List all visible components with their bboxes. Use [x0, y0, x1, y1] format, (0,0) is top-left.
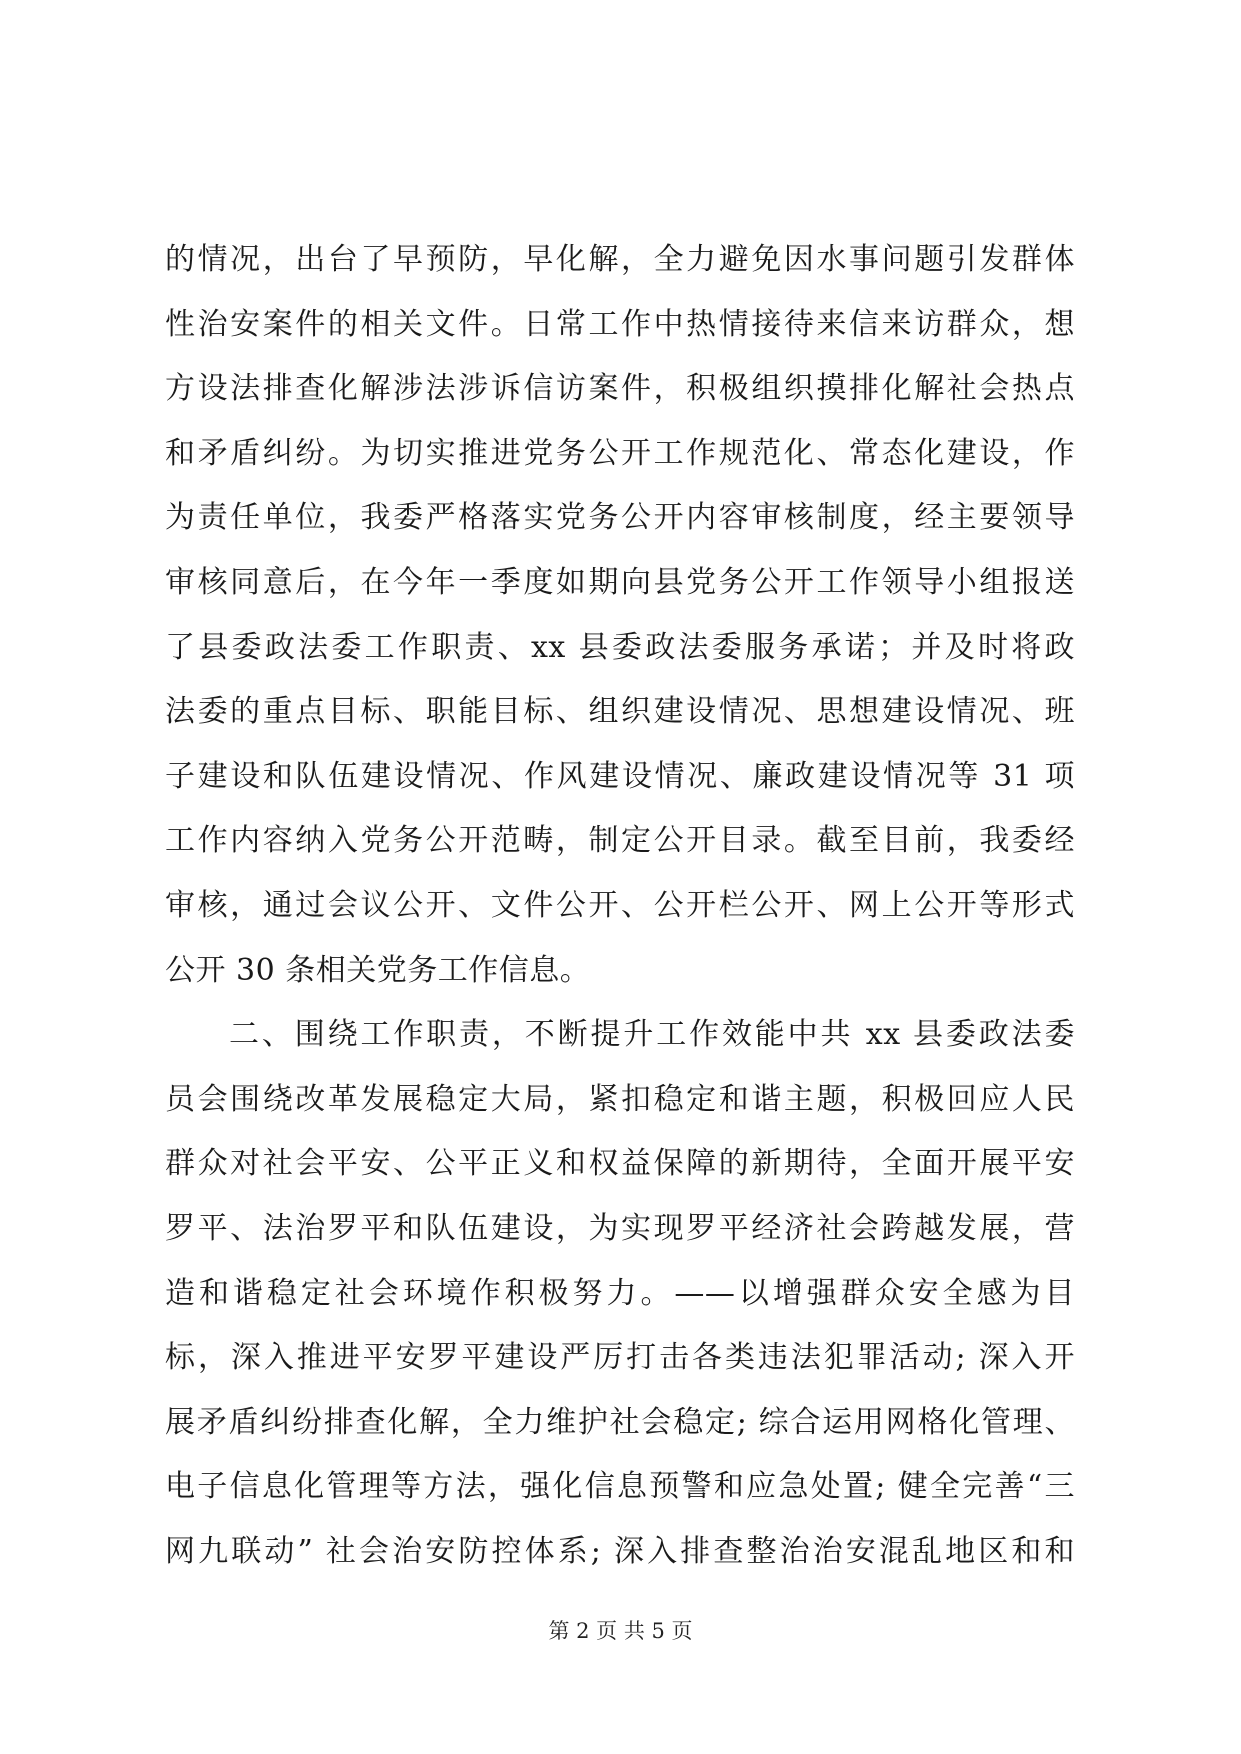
text-line: 性治安案件的相关文件。日常工作中热情接待来信来访群众，想: [165, 306, 1075, 342]
text-line: 电子信息化管理等方法，强化信息预警和应急处置; 健全完善“三: [165, 1469, 1075, 1505]
text-line: 二、围绕工作职责，不断提升工作效能中共 xx 县委政法委: [229, 1017, 1075, 1053]
text-line: 标，深入推进平安罗平建设严厉打击各类违法犯罪活动; 深入开: [165, 1340, 1075, 1376]
text-line: 网九联动” 社会治安防控体系; 深入排查整治治安混乱地区和和: [165, 1533, 1075, 1569]
text-line: 员会围绕改革发展稳定大局，紧扣稳定和谐主题，积极回应人民: [165, 1081, 1075, 1117]
text-line: 审核，通过会议公开、文件公开、公开栏公开、网上公开等形式: [165, 887, 1075, 923]
text-line: 造和谐稳定社会环境作积极努力。——以增强群众安全感为目: [165, 1275, 1075, 1311]
text-line: 审核同意后，在今年一季度如期向县党务公开工作领导小组报送: [165, 564, 1075, 600]
text-line: 工作内容纳入党务公开范畴，制定公开目录。截至目前，我委经: [165, 823, 1075, 859]
paragraph-1: [165, 228, 1075, 1003]
paragraph-2: [165, 1003, 1075, 1584]
text-line: 为责任单位，我委严格落实党务公开内容审核制度，经主要领导: [165, 500, 1075, 536]
page-number-footer: 第 2 页 共 5 页: [548, 1619, 693, 1643]
text-line: 罗平、法治罗平和队伍建设，为实现罗平经济社会跨越发展，营: [165, 1210, 1075, 1246]
text-line: 群众对社会平安、公平正义和权益保障的新期待，全面开展平安: [165, 1146, 1075, 1182]
text-line: 子建设和队伍建设情况、作风建设情况、廉政建设情况等 31 项: [165, 758, 1075, 794]
text-line: 公开 30 条相关党务工作信息。: [165, 952, 591, 988]
text-line: 的情况，出台了早预防，早化解，全力避免因水事问题引发群体: [165, 242, 1075, 277]
body-text: [165, 228, 1075, 1584]
text-line: 法委的重点目标、职能目标、组织建设情况、思想建设情况、班: [165, 694, 1075, 730]
text-line: 和矛盾纠纷。为切实推进党务公开工作规范化、常态化建设，作: [165, 435, 1075, 471]
text-line: 了县委政法委工作职责、xx 县委政法委服务承诺；并及时将政: [165, 629, 1075, 665]
text-line: 方设法排查化解涉法涉诉信访案件，积极组织摸排化解社会热点: [165, 371, 1075, 407]
text-line: 展矛盾纠纷排查化解，全力维护社会稳定; 综合运用网格化管理、: [165, 1404, 1075, 1440]
